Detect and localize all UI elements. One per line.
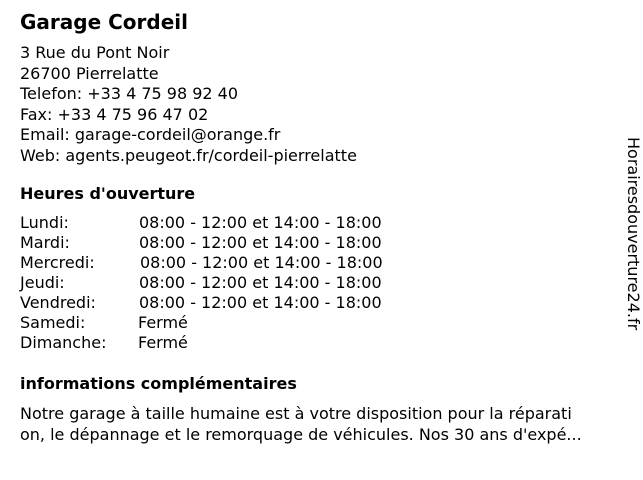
hours-row-saturday xyxy=(20,313,440,333)
hours-day: Mardi: xyxy=(20,233,70,252)
email-address: garage-cordeil@orange.fr xyxy=(74,125,281,144)
hours-time: 08:00 - 12:00 et 14:00 - 18:00 xyxy=(140,253,383,272)
additional-info-text xyxy=(20,403,582,445)
fax-number: Fax: +33 4 75 96 47 02 xyxy=(20,104,209,124)
hours-row-monday xyxy=(20,213,440,233)
hours-time: Fermé xyxy=(138,313,188,332)
web-row xyxy=(20,146,357,167)
hours-row-tuesday xyxy=(20,233,440,253)
info-line-2: on, le dépannage et le remorquage de véhicules. Nos 30 ans d'expé... xyxy=(20,425,582,444)
info-line-1: Notre garage à taille humaine est à votre disposition pour la réparati xyxy=(20,404,572,423)
hours-day: Mercredi: xyxy=(20,253,95,272)
business-name: Garage Cordeil xyxy=(20,10,188,34)
website-url: agents.peugeot.fr/cordeil-pierrelatte xyxy=(65,145,357,165)
additional-info-heading: informations complémentaires xyxy=(20,374,297,393)
address-street: 3 Rue du Pont Noir xyxy=(20,43,170,62)
web-label: Web: xyxy=(20,145,61,165)
hours-time: 08:00 - 12:00 et 14:00 - 18:00 xyxy=(139,273,382,292)
hours-time: 08:00 - 12:00 et 14:00 - 18:00 xyxy=(139,233,382,252)
hours-day: Lundi: xyxy=(20,213,69,232)
hours-row-friday xyxy=(20,293,440,313)
hours-row-thursday xyxy=(20,273,440,293)
hours-row-wednesday xyxy=(20,253,440,273)
phone-number: Telefon: +33 4 75 98 92 40 xyxy=(20,84,239,103)
hours-day: Jeudi: xyxy=(20,273,65,292)
email-row xyxy=(20,125,357,146)
hours-time: 08:00 - 12:00 et 14:00 - 18:00 xyxy=(139,213,382,232)
hours-day: Samedi: xyxy=(20,313,86,332)
email-label: Email: xyxy=(20,125,70,144)
hours-day: Vendredi: xyxy=(20,293,96,312)
hours-row-sunday xyxy=(20,333,440,353)
hours-time: 08:00 - 12:00 et 14:00 - 18:00 xyxy=(139,293,382,312)
hours-time: Fermé xyxy=(138,333,188,352)
site-watermark: Horairesdouverture24.fr xyxy=(624,137,643,331)
contact-block xyxy=(20,43,357,166)
opening-hours-heading: Heures d'ouverture xyxy=(20,184,196,203)
address-city: 26700 Pierrelatte xyxy=(20,63,159,83)
hours-day: Dimanche: xyxy=(20,333,107,352)
opening-hours-table xyxy=(20,213,440,353)
